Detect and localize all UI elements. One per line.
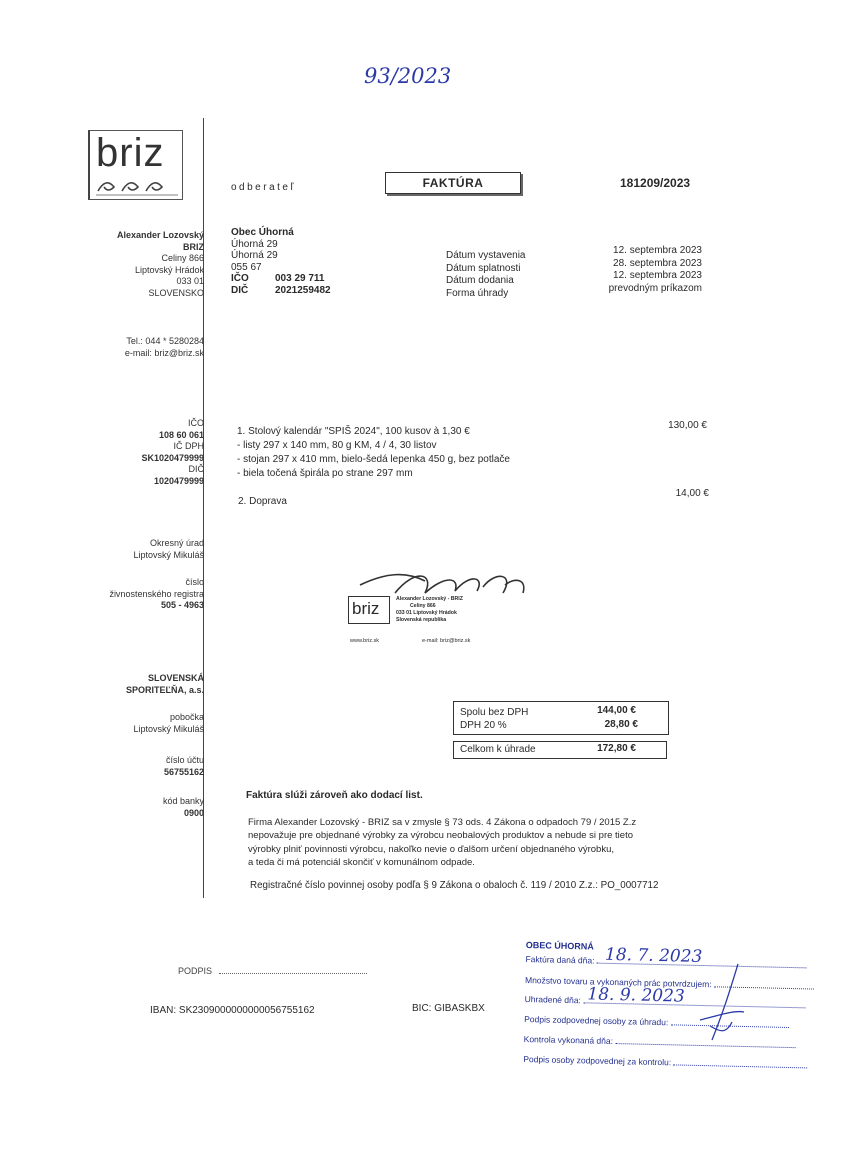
stamp-logo-box [348,596,390,624]
supplier-city: Liptovský Hrádok [134,264,204,275]
invoice-item-1 [237,425,510,481]
base-label: Spolu bez DPH [460,707,529,718]
stamp-line-3: 033 01 Liptovský Hrádok [396,610,457,616]
branch-name: Liptovský Mikuláš [133,723,204,734]
item-2-line-1: 2. Doprava [238,496,287,507]
bank-line-2: SPORITEĽŇA, a.s. [125,684,204,695]
invoice-number: 181209/2023 [620,176,691,190]
stamp-logo: briz [352,599,380,618]
delivery-note: Faktúra slúži zároveň ako dodací list. [246,790,423,801]
office-line-1: Okresný úrad [149,538,204,548]
customer-name: Obec Úhorná [231,227,294,238]
stamp-line-1: Alexander Lozovský - BRIZ [396,596,463,602]
payment-label: Forma úhrady [446,287,509,299]
icdph-label: IČ DPH [173,441,204,451]
customer-block [231,227,331,296]
supplier-ico: 108 60 061 [158,429,204,440]
supplier-account [164,755,204,778]
due-date: 28. septembra 2023 [613,257,702,269]
delivery-date: 12. septembra 2023 [613,270,702,281]
base-amount: 144,00 € [597,705,636,716]
item-1-amount: 130,00 € [668,420,707,431]
account-number: 56755162 [163,766,204,777]
customer-zip: 055 67 [231,261,262,273]
customer-line-2: Úhorná 29 [231,250,278,261]
issued-label: Dátum vystavenia [446,250,526,261]
iban: IBAN: SK2309000000000056755162 [150,1005,315,1016]
supplier-icdph: SK1020479999 [141,452,204,463]
podpis-label: PODPIS [178,966,213,976]
bank-line-1: SLOVENSKÁ [147,673,204,683]
total-box [453,741,667,759]
bic: BIC: GIBASKBX [412,1003,485,1014]
logo-text: briz [96,131,165,175]
item-1-line-1: 1. Stolový kalendár "SPIŠ 2024", 100 kusov à 1,30 € [237,426,470,437]
notice-line-2: nepovažuje pre objednané výrobky za výrobcu neobalových produktov a nebude si pre tieto [248,830,634,842]
date-labels [446,250,525,300]
supplier-registry [109,577,204,612]
document-type: FAKTÚRA [422,176,484,190]
notice-line-1: Firma Alexander Lozovský - BRIZ sa v zmysle § 73 ods. 4 Zákona o odpadoch 79 / 2015 Z.z [248,817,637,828]
item-1-line-2: - listy 297 x 140 mm, 80 g KM, 4 / 4, 30 listov [237,440,437,451]
supplier-bank [126,673,204,696]
customer-ico-label: IČO [231,273,249,284]
supplier-block [117,230,204,299]
recipient-label: odberateľ [231,182,296,193]
supplier-street: Celiny 866 [161,253,204,263]
notice-line-3: výrobky plniť povinnosti výrobcu, nakoľko nevie o ďalšom určení objednaného výrobku, [248,843,614,855]
supplier-contact [125,336,204,359]
registry-line-2: živnostenského registra [109,588,204,599]
field-control-date-label: Kontrola vykonaná dňa: [523,1033,614,1046]
supplier-phone: Tel.: 044 * 5280284 [126,336,204,346]
registry-number: 505 - 4963 [160,600,204,610]
supplier-country: SLOVENSKO [148,287,204,298]
supplier-ids [141,418,204,487]
supplier-zip: 033 01 [176,276,204,286]
total-amount: 172,80 € [597,743,636,754]
item-1-line-3: - stojan 297 x 410 mm, bielo-šedá lepenka 450 g, bez potlače [237,454,510,465]
field-invoice-date-value: 18. 7. 2023 [604,944,703,968]
dic-label: DIČ [188,464,204,474]
account-label: číslo účtu [165,755,204,765]
date-values [609,245,702,295]
stamp-text [396,596,463,624]
customer-dic-label: DIČ [231,284,249,296]
field-control-signature-label: Podpis osoby zodpovednej za kontrolu: [523,1053,672,1068]
supplier-brand: BRIZ [183,241,204,252]
field-invoice-date-label: Faktúra daná dňa: [525,953,595,966]
supplier-email: e-mail: briz@briz.sk [124,347,204,358]
stamp-web: www.briz.sk [350,638,380,644]
vat-amount: 28,80 € [604,719,638,730]
supplier-bank-code [163,796,204,819]
approval-signature [690,960,750,1050]
company-stamp [348,596,504,648]
registration-notice: Registračné číslo povinnej osoby podľa § 9 Zákona o obaloch č. 119 / 2010 Z.z.: PO_0007712 [250,880,659,891]
office-line-2: Liptovský Mikuláš [133,549,204,560]
bank-code-label: kód banky [162,796,204,806]
handwritten-reference: 93/2023 [364,64,452,88]
due-label: Dátum splatnosti [446,262,521,274]
signature-line [178,966,367,976]
supplier-dic: 1020479999 [153,475,204,486]
customer-dic: 2021259482 [275,284,331,296]
vat-label: DPH 20 % [460,720,507,731]
wave-icon [92,171,182,199]
payment-method: prevodným príkazom [608,282,702,294]
field-quantity-label: Množstvo tovaru a vykonaných prác potvrdzujem: [524,974,712,990]
supplier-office [133,538,204,561]
supplier-name: Alexander Lozovský [116,230,204,240]
item-2-amount: 14,00 € [675,488,709,499]
item-1-line-4: - biela točená špirála po strane 297 mm [237,468,413,479]
received-stamp-title: OBEC ÚHORNÁ [525,939,594,952]
stamp-line-2: Celiny 866 [410,603,436,609]
total-label: Celkom k úhrade [460,744,536,755]
issued-date: 12. septembra 2023 [613,245,702,256]
stamp-email: e-mail: briz@briz.sk [422,638,471,644]
field-payment-signature-label: Podpis zodpovednej osoby za úhradu: [524,1013,669,1028]
customer-ico: 003 29 711 [275,273,325,284]
document-type-box [385,172,521,194]
briz-logo [88,130,183,200]
registry-line-1: číslo [185,577,204,587]
field-paid-date-label: Uhradené dňa: [524,993,581,1006]
field-paid-date-value: 18. 9. 2023 [587,984,685,1007]
waste-notice [248,816,636,869]
received-stamp [523,939,816,1072]
branch-label: pobočka [169,712,204,722]
ico-label: IČO [187,418,204,428]
bank-code: 0900 [183,807,204,818]
customer-line-1: Úhorná 29 [231,238,278,250]
totals-box [453,701,669,735]
stamp-line-4: Slovenská republika [396,617,447,623]
notice-line-4: a teda či má potenciál skončiť v komunálnom odpade. [248,856,475,868]
supplier-branch [133,712,204,735]
delivery-label: Dátum dodania [446,275,514,286]
